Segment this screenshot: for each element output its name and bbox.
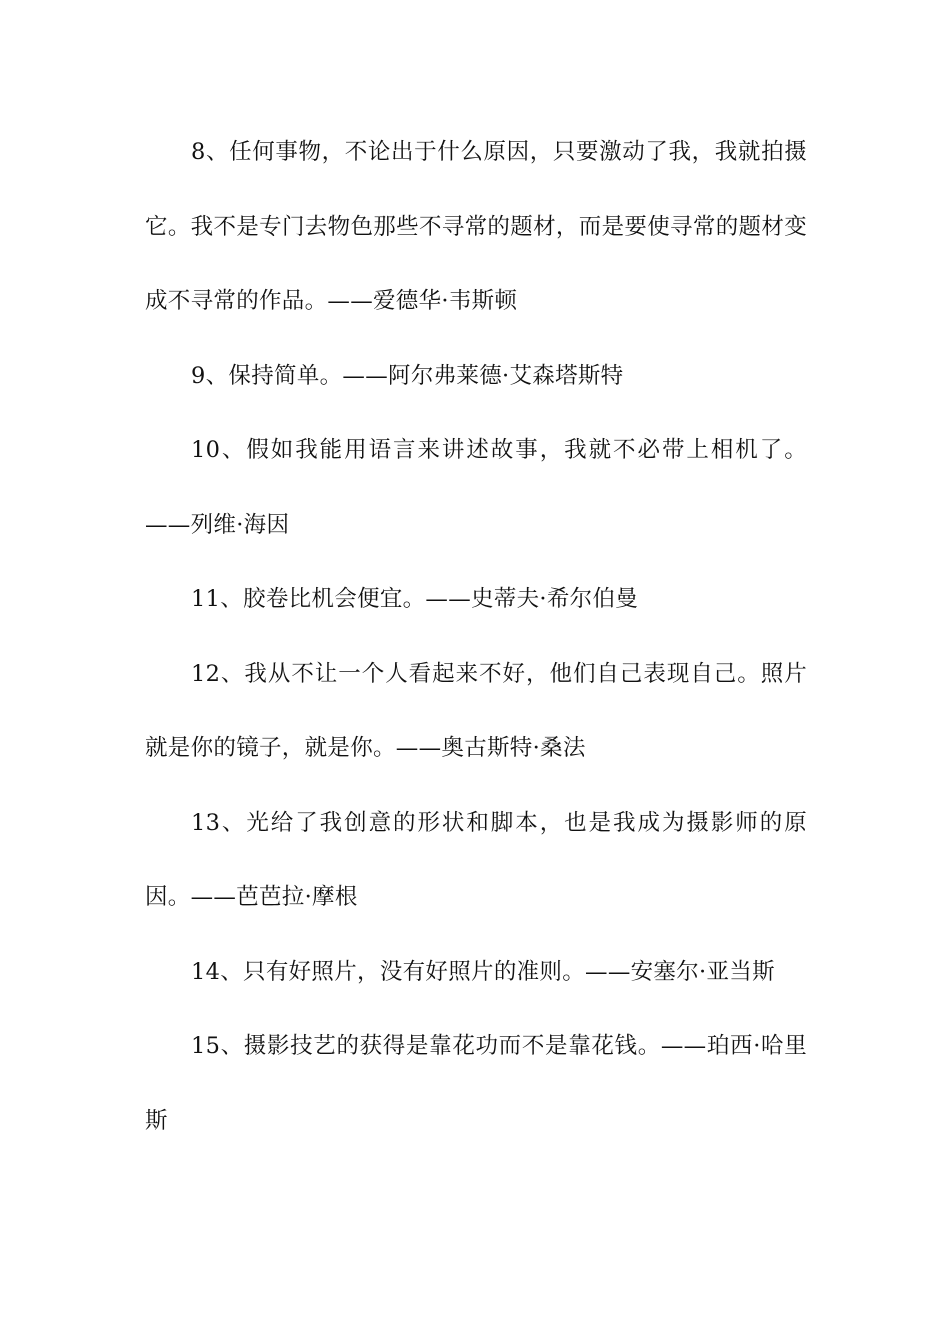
quote-paragraph-12: 12、我从不让一个人看起来不好，他们自己表现自己。照片就是你的镜子，就是你。——奥古斯特·桑法 <box>145 660 807 761</box>
quote-paragraph-13: 13、光给了我创意的形状和脚本，也是我成为摄影师的原因。——芭芭拉·摩根 <box>145 809 807 910</box>
quote-paragraph-15: 15、摄影技艺的获得是靠花功而不是靠花钱。——珀西·哈里斯 <box>145 1033 807 1134</box>
quote-paragraph-8: 8、任何事物，不论出于什么原因，只要激动了我，我就拍摄它。我不是专门去物色那些不寻常的题材，而是要使寻常的题材变成不寻常的作品。——爱德华·韦斯顿 <box>145 139 807 314</box>
quote-paragraph-10: 10、假如我能用语言来讲述故事，我就不必带上相机了。——列维·海因 <box>145 437 807 538</box>
document-body <box>145 115 807 1158</box>
quote-paragraph-11: 11、胶卷比机会便宜。——史蒂夫·希尔伯曼 <box>191 586 639 612</box>
quote-paragraph-14: 14、只有好照片，没有好照片的准则。——安塞尔·亚当斯 <box>191 958 775 985</box>
quote-paragraph-9: 9、保持简单。——阿尔弗莱德·艾森塔斯特 <box>191 362 624 389</box>
